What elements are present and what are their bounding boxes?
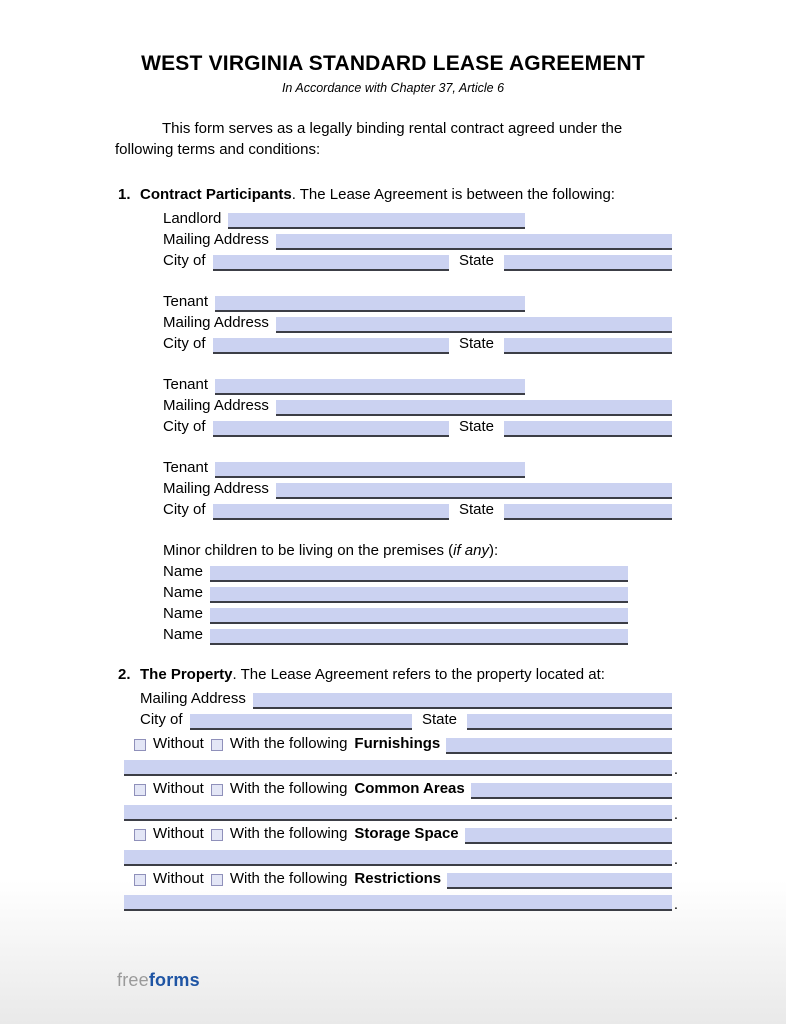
restrictions-label: Restrictions: [354, 870, 442, 887]
tenant-mailing-address-row: [163, 478, 672, 499]
section-2-number: 2.: [118, 666, 131, 683]
with-checkbox[interactable]: [211, 784, 223, 796]
section-1-heading-text: [140, 184, 615, 205]
minor-child-name-row-3: [163, 603, 628, 624]
tenant-3-city-field[interactable]: [213, 504, 449, 520]
storage-space-continuation-row: [124, 844, 678, 866]
tenant-3-state-field[interactable]: [504, 504, 672, 520]
landlord-city-state-row: [163, 250, 672, 271]
minor-child-name-field-3[interactable]: [210, 608, 628, 624]
with-checkbox[interactable]: [211, 739, 223, 751]
mailing-address-label: Mailing Address: [163, 397, 269, 414]
property-city-field[interactable]: [190, 714, 412, 730]
tenant-row: [163, 374, 525, 395]
restrictions-continuation-field[interactable]: [124, 895, 672, 911]
tenant-1-state-field[interactable]: [504, 338, 672, 354]
tenant-1-city-field[interactable]: [213, 338, 449, 354]
tenant-1-name-field[interactable]: [215, 296, 525, 312]
without-checkbox[interactable]: [134, 784, 146, 796]
tenant-city-state-row: [163, 416, 672, 437]
minor-child-name-field-4[interactable]: [210, 629, 628, 645]
section-2-heading-text: [140, 664, 605, 685]
storage-space-option-row: [134, 822, 672, 844]
furnishings-field[interactable]: [446, 738, 672, 754]
tenant-3-mailing-address-field[interactable]: [276, 483, 672, 499]
city-of-label: City of: [163, 335, 206, 352]
city-of-label: City of: [140, 711, 183, 728]
section-1-rest: . The Lease Agreement is between the following:: [291, 186, 615, 203]
tenant-1-mailing-address-field[interactable]: [276, 317, 672, 333]
city-of-label: City of: [163, 418, 206, 435]
tenant-label: Tenant: [163, 293, 209, 310]
storage-space-field[interactable]: [465, 828, 672, 844]
tenant-row: [163, 457, 525, 478]
page-title: WEST VIRGINIA STANDARD LEASE AGREEMENT: [141, 52, 645, 75]
common-areas-label: Common Areas: [354, 780, 465, 797]
tenant-3-name-field[interactable]: [215, 462, 525, 478]
landlord-city-field[interactable]: [213, 255, 449, 271]
minor-child-name-row-1: [163, 561, 628, 582]
freeforms-logo: [117, 970, 200, 991]
tenant-mailing-address-row: [163, 312, 672, 333]
mailing-address-label: Mailing Address: [163, 480, 269, 497]
section-the-property: [0, 664, 786, 911]
logo-free-text: free: [117, 970, 149, 990]
landlord-mailing-address-field[interactable]: [276, 234, 672, 250]
line-period: .: [673, 806, 678, 823]
restrictions-option-group: [0, 867, 786, 911]
intro-paragraph: This form serves as a legally binding rental contract agreed under the following terms and conditions:: [115, 120, 623, 158]
property-state-field[interactable]: [467, 714, 672, 730]
without-label: Without: [153, 870, 204, 887]
common-areas-continuation-field[interactable]: [124, 805, 672, 821]
without-checkbox[interactable]: [134, 739, 146, 751]
city-of-label: City of: [163, 252, 206, 269]
tenant-2-state-field[interactable]: [504, 421, 672, 437]
section-2-rest: . The Lease Agreement refers to the property located at:: [232, 666, 605, 683]
party-block-tenant-1: [0, 291, 786, 354]
furnishings-option-row: [134, 732, 672, 754]
state-label: State: [458, 418, 494, 435]
tenant-label: Tenant: [163, 459, 209, 476]
without-label: Without: [153, 735, 204, 752]
furnishings-continuation-field[interactable]: [124, 760, 672, 776]
line-period: .: [673, 761, 678, 778]
state-label: State: [458, 252, 494, 269]
tenant-2-mailing-address-field[interactable]: [276, 400, 672, 416]
landlord-state-field[interactable]: [504, 255, 672, 271]
with-label: With the following: [229, 735, 348, 752]
property-mailing-address-row: [140, 688, 672, 709]
with-checkbox[interactable]: [211, 829, 223, 841]
storage-space-continuation-field[interactable]: [124, 850, 672, 866]
party-block-tenant-2: [0, 374, 786, 437]
section-contract-participants: [0, 184, 786, 645]
name-label: Name: [163, 563, 204, 580]
with-label: With the following: [229, 825, 348, 842]
tenant-row: [163, 291, 525, 312]
minor-children-label: [163, 540, 786, 561]
minor-child-name-row-4: [163, 624, 628, 645]
tenant-mailing-address-row: [163, 395, 672, 416]
common-areas-option-group: [0, 777, 786, 821]
restrictions-field[interactable]: [447, 873, 672, 889]
landlord-row: [163, 208, 525, 229]
name-label: Name: [163, 626, 204, 643]
furnishings-option-group: [0, 732, 786, 776]
storage-space-label: Storage Space: [354, 825, 459, 842]
name-label: Name: [163, 584, 204, 601]
minor-children-if-any: if any: [453, 542, 489, 559]
tenant-city-state-row: [163, 499, 672, 520]
minor-children-text: Minor children to be living on the premises (: [163, 542, 454, 559]
minor-child-name-field-1[interactable]: [210, 566, 628, 582]
furnishings-continuation-row: [124, 754, 678, 776]
storage-space-option-group: [0, 822, 786, 866]
state-label: State: [458, 335, 494, 352]
landlord-mailing-address-row: [163, 229, 672, 250]
tenant-label: Tenant: [163, 376, 209, 393]
without-checkbox[interactable]: [134, 829, 146, 841]
mailing-address-label: Mailing Address: [163, 314, 269, 331]
without-checkbox[interactable]: [134, 874, 146, 886]
property-mailing-address-field[interactable]: [253, 693, 672, 709]
section-1-number: 1.: [118, 186, 131, 203]
section-1-title: Contract Participants: [140, 186, 292, 203]
restrictions-continuation-row: [124, 889, 678, 911]
tenant-2-city-field[interactable]: [213, 421, 449, 437]
with-checkbox[interactable]: [211, 874, 223, 886]
section-2-title: The Property: [140, 666, 233, 683]
furnishings-label: Furnishings: [354, 735, 441, 752]
party-block-landlord: [0, 208, 786, 271]
common-areas-continuation-row: [124, 799, 678, 821]
section-2-heading: [118, 664, 786, 685]
restrictions-option-row: [134, 867, 672, 889]
section-1-heading: [118, 184, 786, 205]
minor-child-name-field-2[interactable]: [210, 587, 628, 603]
common-areas-option-row: [134, 777, 672, 799]
minor-children-colon: ):: [489, 542, 499, 559]
without-label: Without: [153, 825, 204, 842]
name-label: Name: [163, 605, 204, 622]
mailing-address-label: Mailing Address: [140, 690, 246, 707]
common-areas-field[interactable]: [471, 783, 672, 799]
tenant-city-state-row: [163, 333, 672, 354]
with-label: With the following: [229, 780, 348, 797]
landlord-label: Landlord: [163, 210, 222, 227]
with-label: With the following: [229, 870, 348, 887]
line-period: .: [673, 896, 678, 913]
page-subtitle: In Accordance with Chapter 37, Article 6: [281, 81, 505, 95]
line-period: .: [673, 851, 678, 868]
landlord-name-field[interactable]: [228, 213, 525, 229]
party-block-tenant-3: [0, 457, 786, 520]
state-label: State: [458, 501, 494, 518]
logo-forms-text: forms: [148, 970, 200, 990]
tenant-2-name-field[interactable]: [215, 379, 525, 395]
minor-child-name-row-2: [163, 582, 628, 603]
without-label: Without: [153, 780, 204, 797]
city-of-label: City of: [163, 501, 206, 518]
state-label: State: [421, 711, 457, 728]
property-city-state-row: [140, 709, 672, 730]
mailing-address-label: Mailing Address: [163, 231, 269, 248]
